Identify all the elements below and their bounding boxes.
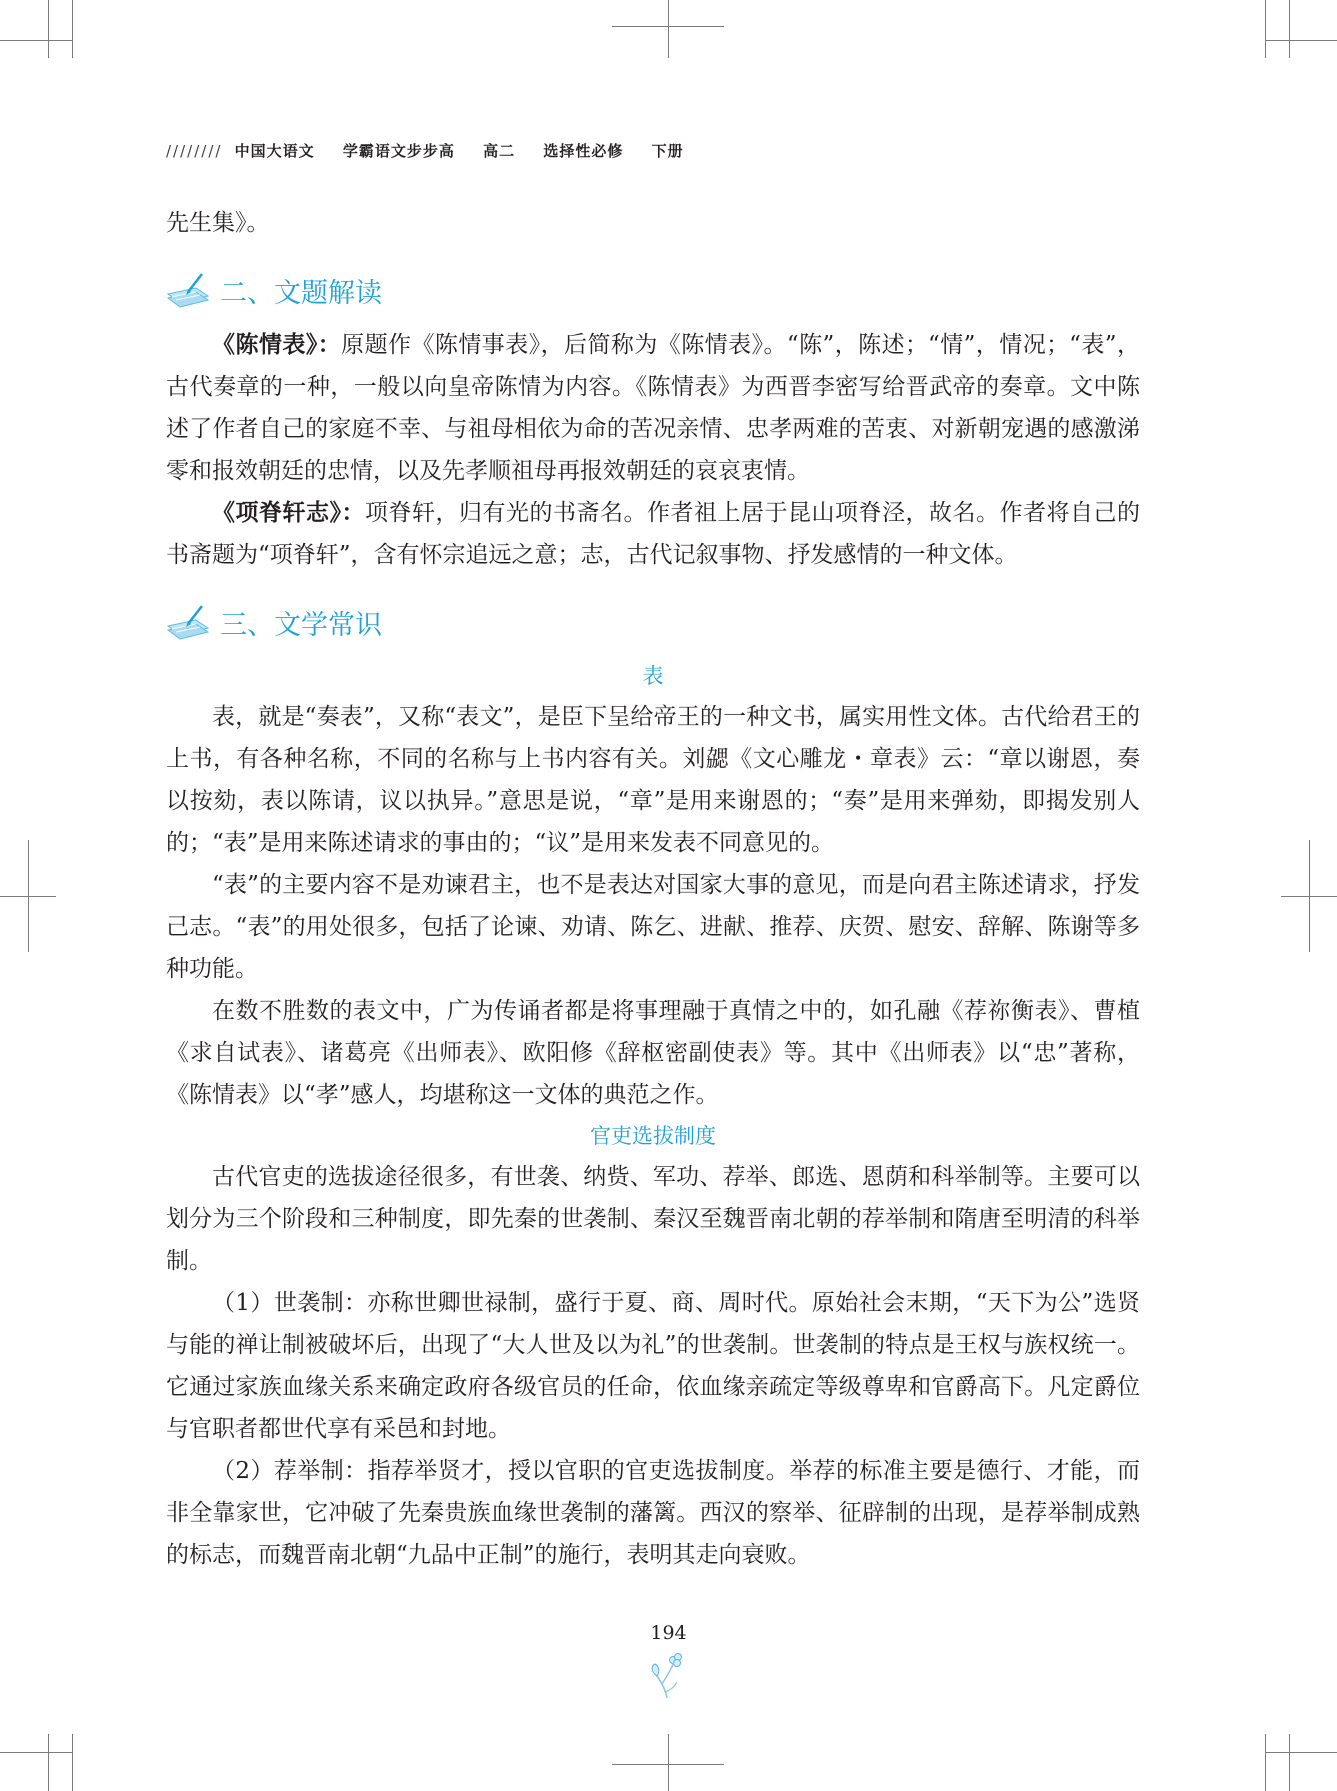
term-label: 《项脊轩志》： — [212, 500, 365, 526]
crop-mark — [1265, 40, 1337, 41]
section-heading-3 — [166, 594, 1140, 650]
paragraph: 在数不胜数的表文中，广为传诵者都是将事理融于真情之中的，如孔融《荐祢衡表》、曹植《求自试表》、诸葛亮《出师表》、欧阳修《辞枢密副使表》等。其中《出师表》以“忠”著称，《陈情表》以“孝”感人，均堪称这一文体的典范之作。 — [166, 998, 1140, 1108]
page-body — [166, 202, 1140, 1576]
crop-mark — [0, 1752, 72, 1753]
crop-mark — [1265, 0, 1266, 58]
crop-mark — [48, 1734, 49, 1791]
crop-mark — [72, 0, 73, 58]
subsection-title: 官吏选拔制度 — [590, 1124, 716, 1148]
flower-icon — [647, 1648, 687, 1700]
notebook-pen-icon — [166, 270, 210, 310]
paragraph: “表”的主要内容不是劝谏君主，也不是表达对国家大事的意见，而是向君主陈述请求，抒发己志。“表”的用处很多，包括了论谏、劝请、陈乞、进献、推荐、庆贺、慰安、辞解、陈谢等多种功能。 — [166, 872, 1140, 982]
running-header — [166, 140, 706, 161]
crop-mark — [1309, 840, 1310, 952]
term-definition: 原题作《陈情事表》，后简称为《陈情表》。“陈”，陈述；“情”，情况；“表”，古代奏章的一种，一般以向皇帝陈情为内容。《陈情表》为西晋李密写给晋武帝的奏章。文中陈述了作者自己的家庭不幸、与祖母相依为命的苦况亲情、忠孝两难的苦衷、对新朝宠遇的感激涕零和报效朝廷的忠情，以及先孝顺祖母再报效朝廷的哀哀衷情。 — [166, 332, 1140, 484]
crop-mark — [72, 1734, 73, 1791]
page-number: 194 — [650, 1622, 687, 1644]
header-book: 学霸语文步步高 — [342, 142, 455, 160]
subsection-title: 表 — [642, 664, 664, 688]
paragraph — [166, 492, 1140, 576]
paragraph: （2）荐举制：指荐举贤才，授以官职的官吏选拔制度。举荐的标准主要是德行、才能，而非全靠家世，它冲破了先秦贵族血缘世袭制的藩篱。西汉的察举、征辟制的出现，是荐举制成熟的标志，而魏晋南北朝“九品中正制”的施行，表明其走向衰败。 — [166, 1458, 1140, 1568]
crop-mark — [1289, 1734, 1290, 1791]
section-title: 二、文题解读 — [220, 277, 382, 309]
header-slashes: //////// — [166, 142, 223, 160]
crop-mark — [48, 0, 49, 58]
term-definition: 项脊轩，归有光的书斋名。作者祖上居于昆山项脊泾，故名。作者将自己的书斋题为“项脊轩”，含有怀宗追远之意；志，古代记叙事物、抒发感情的一种文体。 — [166, 500, 1140, 568]
paragraph: 古代官吏的选拔途径很多，有世袭、纳赀、军功、荐举、郎选、恩荫和科举制等。主要可以划分为三个阶段和三种制度，即先秦的世袭制、秦汉至魏晋南北朝的荐举制和隋唐至明清的科举制。 — [166, 1164, 1140, 1274]
term-label: 《陈情表》： — [212, 332, 342, 358]
crop-mark — [668, 0, 669, 58]
crop-mark — [0, 40, 72, 41]
paragraph: （1）世袭制：亦称世卿世禄制，盛行于夏、商、周时代。原始社会末期，“天下为公”选贤与能的禅让制被破坏后，出现了“大人世及以为礼”的世袭制。世袭制的特点是王权与族权统一。它通过家族血缘关系来确定政府各级官员的任命，依血缘亲疏定等级尊卑和官爵高下。凡定爵位与官职者都世代享有采邑和封地。 — [166, 1290, 1140, 1442]
header-volume: 下册 — [651, 142, 684, 160]
notebook-pen-icon — [166, 602, 210, 642]
crop-mark — [28, 840, 29, 952]
header-module: 选择性必修 — [543, 142, 624, 160]
crop-mark — [1265, 1734, 1266, 1791]
header-series: 中国大语文 — [234, 142, 315, 160]
crop-mark — [668, 1734, 669, 1791]
section-title: 三、文学常识 — [220, 609, 382, 641]
section-heading-2 — [166, 262, 1140, 318]
paragraph: 表，就是“奏表”，又称“表文”，是臣下呈给帝王的一种文书，属实用性文体。古代给君王的上书，有各种名称，不同的名称与上书内容有关。刘勰《文心雕龙・章表》云：“章以谢恩，奏以按劾，表以陈请，议以执异。”意思是说，“章”是用来谢恩的；“奏”是用来弹劾，即揭发别人的；“表”是用来陈述请求的事由的；“议”是用来发表不同意见的。 — [166, 704, 1140, 856]
intro-continuation: 先生集》。 — [166, 210, 270, 236]
crop-mark — [1265, 1752, 1337, 1753]
header-grade: 高二 — [483, 142, 516, 160]
paragraph — [166, 324, 1140, 492]
crop-mark — [1289, 0, 1290, 58]
